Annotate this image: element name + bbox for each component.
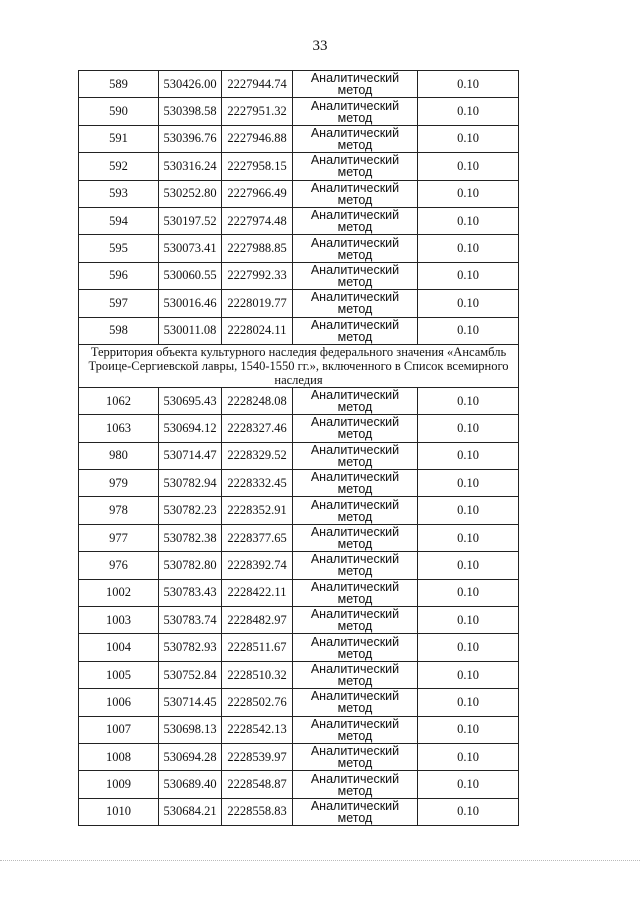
table-row [79,524,519,551]
table-row [79,235,519,262]
point-number-cell: 976 [79,552,159,579]
accuracy-cell: 0.10 [418,607,519,634]
method-text: Аналитический метод [310,153,400,180]
method-text: Аналитический метод [310,689,400,716]
table-row [79,317,519,344]
point-number-cell: 1006 [79,689,159,716]
method-cell [293,579,418,606]
scan-artifact-line [0,860,640,862]
y-coordinate-cell: 2227988.85 [222,235,293,262]
method-cell [293,207,418,234]
point-number-cell: 1003 [79,607,159,634]
y-coordinate-cell: 2228511.67 [222,634,293,661]
table-row [79,579,519,606]
method-cell [293,716,418,743]
point-number-cell: 1063 [79,415,159,442]
accuracy-cell: 0.10 [418,470,519,497]
y-coordinate-cell: 2228327.46 [222,415,293,442]
method-cell [293,470,418,497]
table-row [79,415,519,442]
method-cell [293,180,418,207]
accuracy-cell: 0.10 [418,661,519,688]
point-number-cell: 1010 [79,798,159,825]
method-text: Аналитический метод [310,290,400,317]
method-cell [293,98,418,125]
accuracy-cell: 0.10 [418,415,519,442]
method-cell [293,290,418,317]
y-coordinate-cell: 2228539.97 [222,743,293,770]
x-coordinate-cell: 530782.94 [159,470,222,497]
table-row [79,207,519,234]
method-text: Аналитический метод [310,552,400,579]
x-coordinate-cell: 530197.52 [159,207,222,234]
method-text: Аналитический метод [310,317,400,344]
point-number-cell: 977 [79,524,159,551]
x-coordinate-cell: 530252.80 [159,180,222,207]
x-coordinate-cell: 530694.28 [159,743,222,770]
point-number-cell: 1008 [79,743,159,770]
accuracy-cell: 0.10 [418,442,519,469]
x-coordinate-cell: 530695.43 [159,387,222,414]
y-coordinate-cell: 2227974.48 [222,207,293,234]
y-coordinate-cell: 2228422.11 [222,579,293,606]
method-text: Аналитический метод [310,208,400,235]
y-coordinate-cell: 2228502.76 [222,689,293,716]
method-cell [293,442,418,469]
accuracy-cell: 0.10 [418,552,519,579]
accuracy-cell: 0.10 [418,524,519,551]
point-number-cell: 1004 [79,634,159,661]
point-number-cell: 589 [79,71,159,98]
y-coordinate-cell: 2227946.88 [222,125,293,152]
y-coordinate-cell: 2227951.32 [222,98,293,125]
point-number-cell: 978 [79,497,159,524]
point-number-cell: 980 [79,442,159,469]
y-coordinate-cell: 2228019.77 [222,290,293,317]
method-text: Аналитический метод [310,415,400,442]
table-row [79,125,519,152]
page-number: 33 [312,38,328,54]
accuracy-cell: 0.10 [418,634,519,661]
y-coordinate-cell: 2228352.91 [222,497,293,524]
method-cell [293,634,418,661]
point-number-cell: 591 [79,125,159,152]
method-text: Аналитический метод [310,662,400,688]
table-row [79,798,519,825]
method-cell [293,317,418,344]
method-text: Аналитический метод [310,235,400,262]
point-number-cell: 592 [79,153,159,180]
method-text: Аналитический метод [310,98,400,125]
point-number-cell: 595 [79,235,159,262]
method-cell [293,235,418,262]
y-coordinate-cell: 2228329.52 [222,442,293,469]
method-cell [293,262,418,289]
x-coordinate-cell: 530396.76 [159,125,222,152]
accuracy-cell: 0.10 [418,125,519,152]
y-coordinate-cell: 2228482.97 [222,607,293,634]
method-cell [293,497,418,524]
x-coordinate-cell: 530316.24 [159,153,222,180]
point-number-cell: 590 [79,98,159,125]
accuracy-cell: 0.10 [418,98,519,125]
point-number-cell: 593 [79,180,159,207]
x-coordinate-cell: 530782.80 [159,552,222,579]
y-coordinate-cell: 2228248.08 [222,387,293,414]
method-text: Аналитический метод [310,388,400,415]
point-number-cell: 597 [79,290,159,317]
section-heading: Территория объекта культурного наследия федерального значения «Ансамбль Троице-Сергиевской лавры, 1540-1550 гг.», включенного в Список всемирного наследия [79,344,519,387]
method-cell [293,524,418,551]
accuracy-cell: 0.10 [418,579,519,606]
point-number-cell: 1009 [79,771,159,798]
coordinates-table-body [79,71,519,826]
x-coordinate-cell: 530684.21 [159,798,222,825]
section-heading-row [79,344,519,387]
x-coordinate-cell: 530783.74 [159,607,222,634]
method-cell [293,387,418,414]
table-row [79,71,519,98]
accuracy-cell: 0.10 [418,290,519,317]
y-coordinate-cell: 2228558.83 [222,798,293,825]
accuracy-cell: 0.10 [418,771,519,798]
table-row [79,470,519,497]
table-row [79,98,519,125]
method-text: Аналитический метод [310,470,400,497]
method-cell [293,661,418,688]
y-coordinate-cell: 2227966.49 [222,180,293,207]
method-text: Аналитический метод [310,716,400,743]
y-coordinate-cell: 2227944.74 [222,71,293,98]
point-number-cell: 596 [79,262,159,289]
method-cell [293,798,418,825]
x-coordinate-cell: 530016.46 [159,290,222,317]
table-row [79,290,519,317]
table-row [79,689,519,716]
accuracy-cell: 0.10 [418,262,519,289]
method-text: Аналитический метод [310,607,400,634]
accuracy-cell: 0.10 [418,153,519,180]
table-row [79,262,519,289]
point-number-cell: 1007 [79,716,159,743]
method-cell [293,125,418,152]
table-row [79,743,519,770]
x-coordinate-cell: 530752.84 [159,661,222,688]
accuracy-cell: 0.10 [418,235,519,262]
point-number-cell: 1005 [79,661,159,688]
y-coordinate-cell: 2227992.33 [222,262,293,289]
x-coordinate-cell: 530782.38 [159,524,222,551]
x-coordinate-cell: 530073.41 [159,235,222,262]
method-cell [293,607,418,634]
table-row [79,442,519,469]
x-coordinate-cell: 530398.58 [159,98,222,125]
accuracy-cell: 0.10 [418,207,519,234]
point-number-cell: 979 [79,470,159,497]
x-coordinate-cell: 530689.40 [159,771,222,798]
accuracy-cell: 0.10 [418,71,519,98]
point-number-cell: 594 [79,207,159,234]
y-coordinate-cell: 2228548.87 [222,771,293,798]
table-row [79,552,519,579]
method-cell [293,743,418,770]
table-row [79,497,519,524]
x-coordinate-cell: 530011.08 [159,317,222,344]
method-text: Аналитический метод [310,744,400,771]
method-text: Аналитический метод [310,125,400,152]
y-coordinate-cell: 2228332.45 [222,470,293,497]
x-coordinate-cell: 530060.55 [159,262,222,289]
method-text: Аналитический метод [310,180,400,207]
x-coordinate-cell: 530714.47 [159,442,222,469]
table-row [79,387,519,414]
accuracy-cell: 0.10 [418,798,519,825]
x-coordinate-cell: 530714.45 [159,689,222,716]
x-coordinate-cell: 530782.23 [159,497,222,524]
method-text: Аналитический метод [310,634,400,661]
x-coordinate-cell: 530698.13 [159,716,222,743]
method-text: Аналитический метод [310,497,400,524]
method-cell [293,552,418,579]
x-coordinate-cell: 530426.00 [159,71,222,98]
method-text: Аналитический метод [310,579,400,606]
method-text: Аналитический метод [310,798,400,825]
y-coordinate-cell: 2228024.11 [222,317,293,344]
method-text: Аналитический метод [310,262,400,289]
method-cell [293,689,418,716]
method-text: Аналитический метод [310,771,400,798]
point-number-cell: 1002 [79,579,159,606]
table-row [79,771,519,798]
method-cell [293,71,418,98]
accuracy-cell: 0.10 [418,180,519,207]
x-coordinate-cell: 530782.93 [159,634,222,661]
x-coordinate-cell: 530694.12 [159,415,222,442]
y-coordinate-cell: 2228392.74 [222,552,293,579]
coordinates-table [78,70,519,826]
accuracy-cell: 0.10 [418,387,519,414]
table-row [79,607,519,634]
table-row [79,153,519,180]
y-coordinate-cell: 2228510.32 [222,661,293,688]
method-text: Аналитический метод [310,71,400,98]
accuracy-cell: 0.10 [418,317,519,344]
y-coordinate-cell: 2228542.13 [222,716,293,743]
table-row [79,716,519,743]
table-row [79,180,519,207]
y-coordinate-cell: 2228377.65 [222,524,293,551]
accuracy-cell: 0.10 [418,716,519,743]
x-coordinate-cell: 530783.43 [159,579,222,606]
point-number-cell: 598 [79,317,159,344]
method-cell [293,771,418,798]
table-row [79,661,519,688]
table-row [79,634,519,661]
method-text: Аналитический метод [310,525,400,552]
accuracy-cell: 0.10 [418,743,519,770]
point-number-cell: 1062 [79,387,159,414]
accuracy-cell: 0.10 [418,497,519,524]
accuracy-cell: 0.10 [418,689,519,716]
method-text: Аналитический метод [310,442,400,469]
method-cell [293,153,418,180]
method-cell [293,415,418,442]
y-coordinate-cell: 2227958.15 [222,153,293,180]
